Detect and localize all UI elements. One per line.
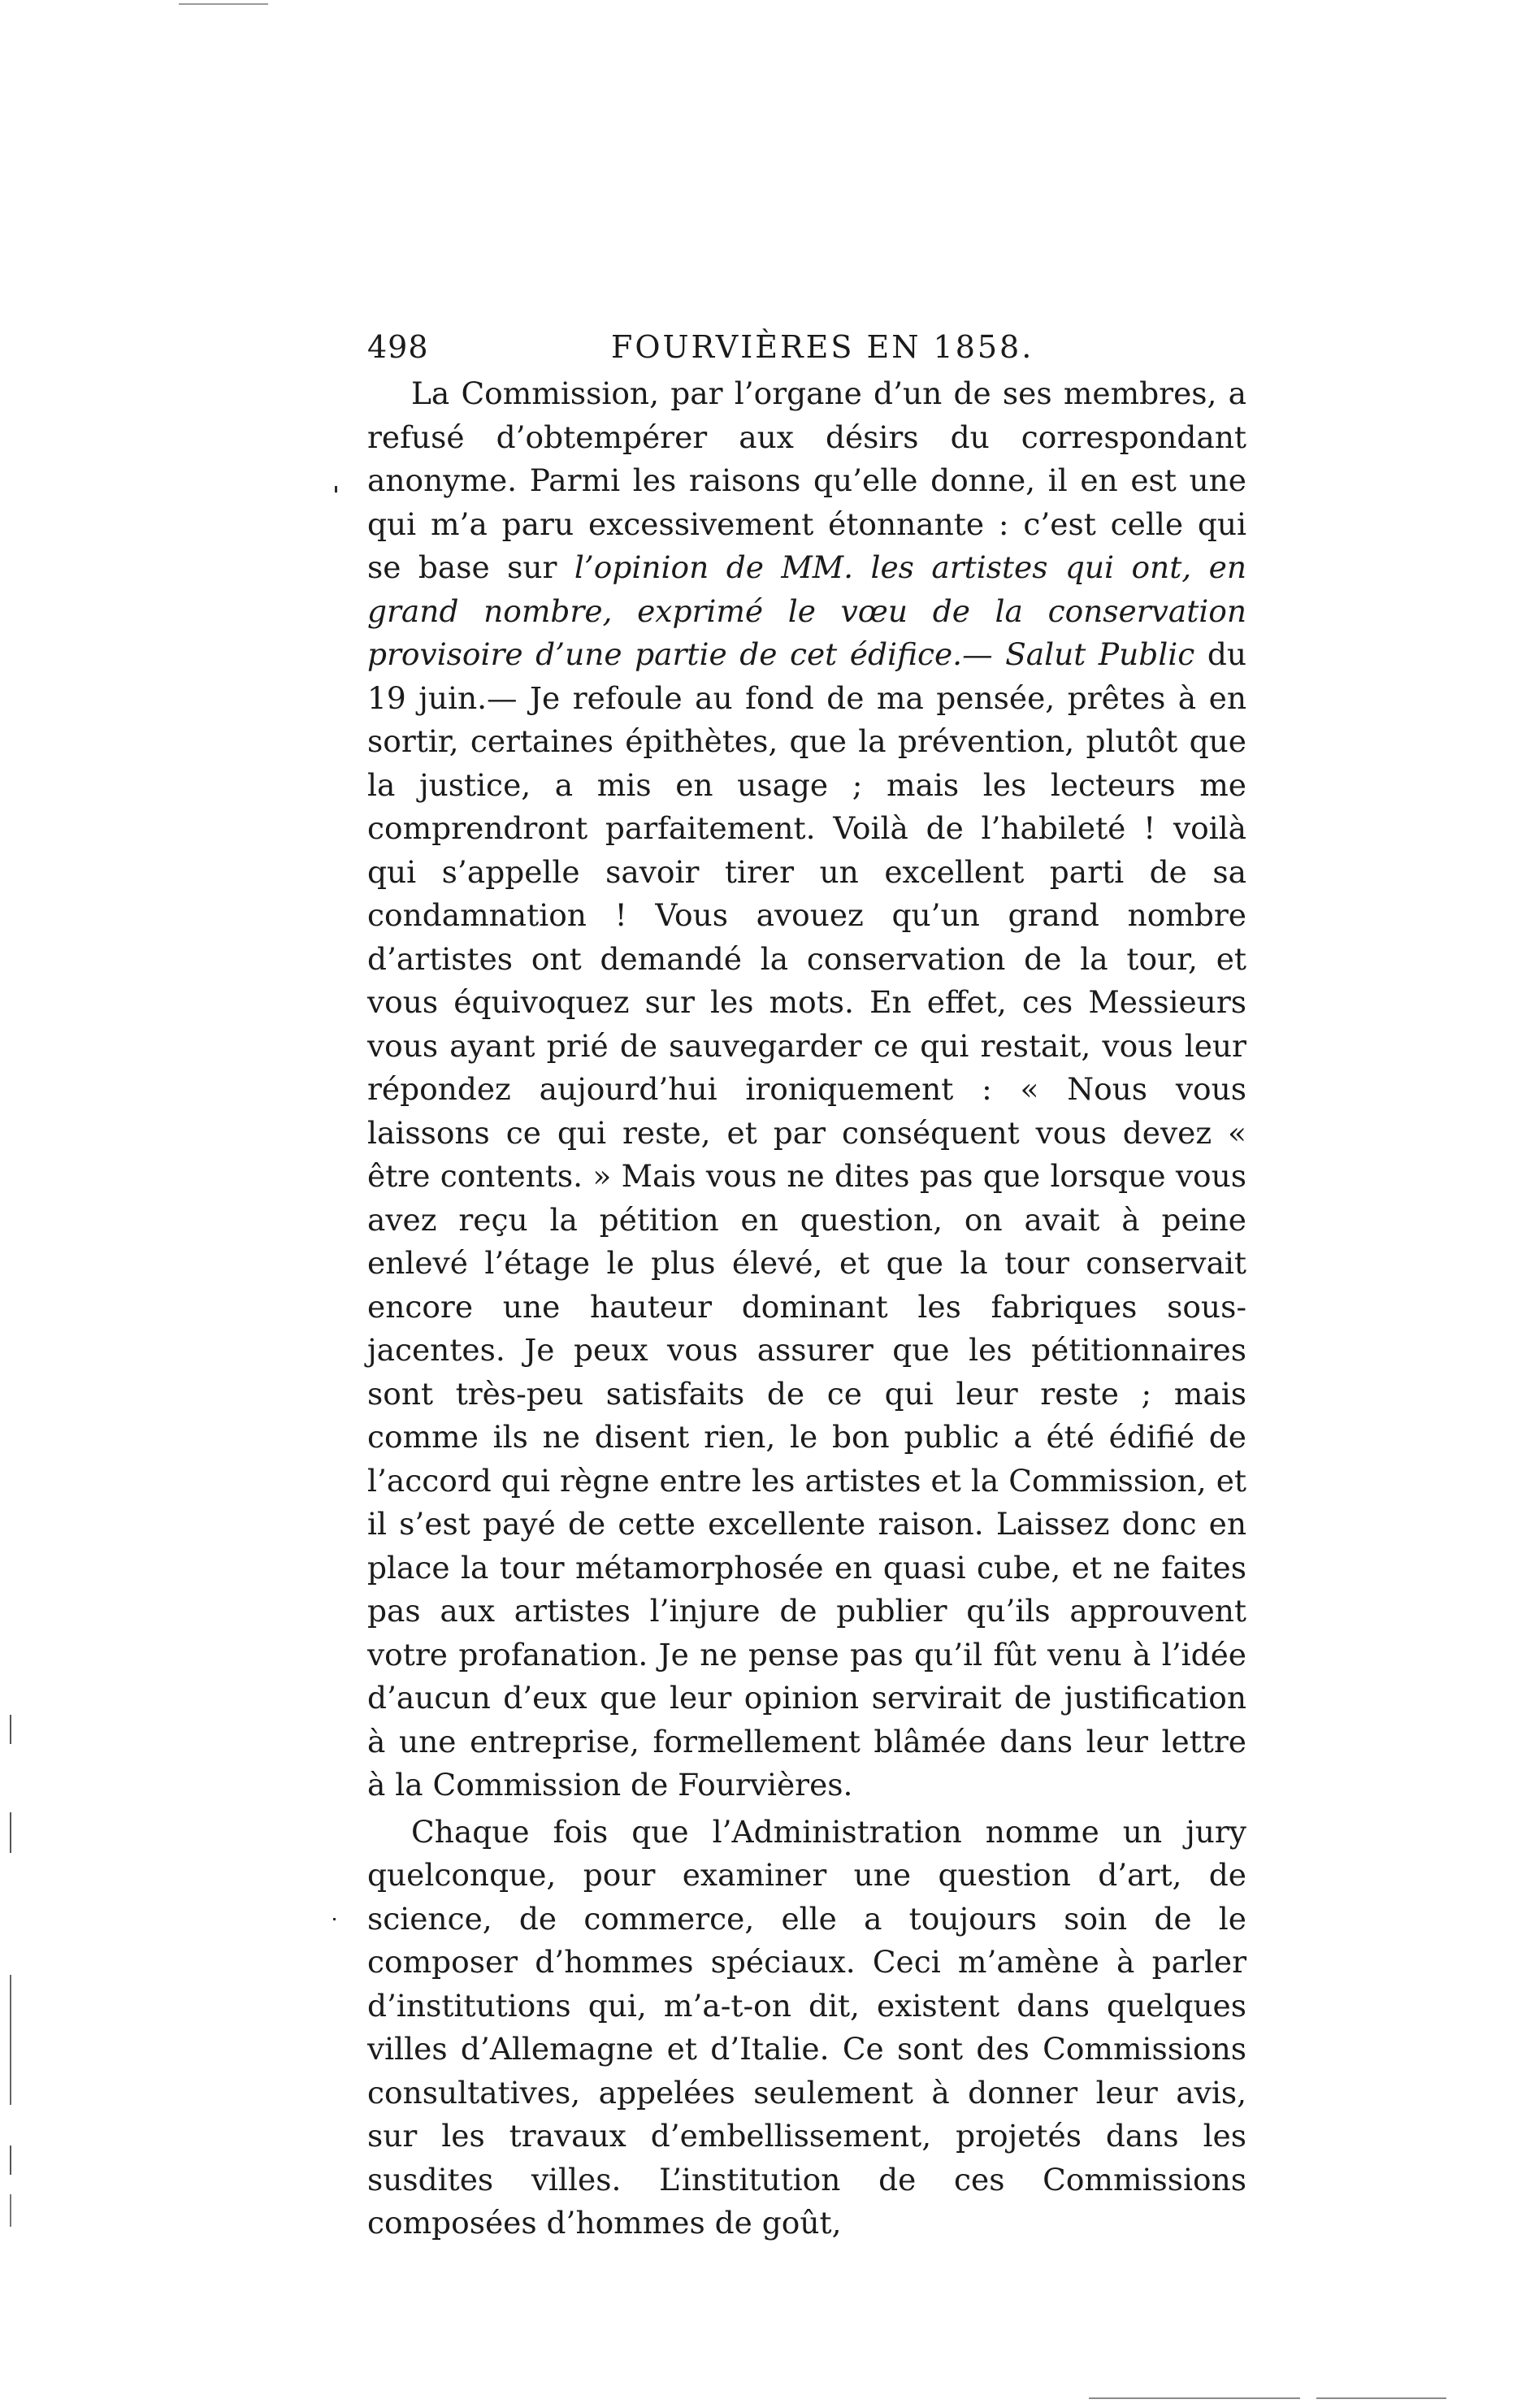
running-title: FOURVIÈRES EN 1858. bbox=[611, 329, 1034, 365]
scan-margin-tick bbox=[335, 486, 337, 492]
scan-edge-mark-top bbox=[179, 3, 268, 5]
scan-edge-mark-bottom bbox=[1089, 2397, 1300, 2399]
page-header bbox=[367, 329, 1246, 370]
scan-edge-mark-bottom bbox=[1316, 2397, 1446, 2399]
scan-left-margin-line bbox=[10, 2194, 11, 2227]
paragraph-text: La Commission, par l’organe d’un de ses membres, a refusé d’obtempérer aux désirs du correspondant anonyme. Parmi les raisons qu’elle donne, il en est une qui m’a paru excessivement étonnante : c’est celle qui se base sur bbox=[367, 375, 1246, 585]
paragraph bbox=[367, 372, 1246, 1807]
page-number: 498 bbox=[367, 329, 429, 365]
body-text bbox=[367, 372, 1246, 2245]
scan-left-margin-line bbox=[10, 2146, 11, 2175]
scan-left-margin-line bbox=[10, 1812, 11, 1853]
italic-quotation: l’opinion de MM. les artistes qui ont, en grand nombre, exprimé le vœu de la conservation provisoire d’une partie de cet édifice.— Salut Public bbox=[367, 549, 1246, 672]
paragraph-text: du 19 juin.— Je refoule au fond de ma pensée, prêtes à en sortir, certaines épithètes, que la prévention, plutôt que la justice, a mis en usage ; mais les lecteurs me comprendront parfaitement. Voilà de l’habileté ! voilà qui s’appelle savoir tirer un excellent parti de sa condamnation ! Vous avouez qu’un grand nombre d’artistes ont demandé la conservation de la tour, et vous équivoquez sur les mots. En effet, ces Messieurs vous ayant prié de sauvegarder ce qui restait, vous leur répondez aujourd’hui ironiquement : « Nous vous laissons ce qui reste, et par conséquent vous devez « être contents. » Mais vous ne dites pas que lorsque vous avez reçu la pétition en question, on avait à peine enlevé l’étage le plus élevé, et que la tour conservait encore une hauteur dominant les fabriques sous-jacentes. Je peux vous assurer que les pétitionnaires sont très-peu satisfaits de ce qui leur reste ; mais comme ils ne disent rien, le bon public a été édifié de l’accord qui règne entre les artistes et la Commission, et il s’est payé de cette excellente raison. Laissez donc en place la tour métamorphosée en quasi cube, et ne faites pas aux artistes l’injure de publier qu’ils approuvent votre profanation. Je ne pense pas qu’il fût venu à l’idée d’aucun d’eux que leur opinion servirait de justification à une entreprise, formellement blâmée dans leur lettre à la Commission de Fourvières. bbox=[367, 636, 1246, 1803]
scan-left-margin-line bbox=[10, 1715, 11, 1744]
paragraph: Chaque fois que l’Administration nomme un jury quelconque, pour examiner une question d’art, de science, de commerce, elle a toujours soin de le composer d’hommes spéciaux. Ceci m’amène à parler d’institutions qui, m’a-t-on dit, existent dans quelques villes d’Allemagne et d’Italie. Ce sont des Commissions consultatives, appelées seulement à donner leur avis, sur les travaux d’embellissement, projetés dans les susdites villes. L’institution de ces Commissions composées d’hommes de goût, bbox=[367, 1813, 1246, 2241]
scan-left-margin-line bbox=[10, 1975, 11, 2105]
scan-left-margin-dot bbox=[333, 1918, 336, 1920]
